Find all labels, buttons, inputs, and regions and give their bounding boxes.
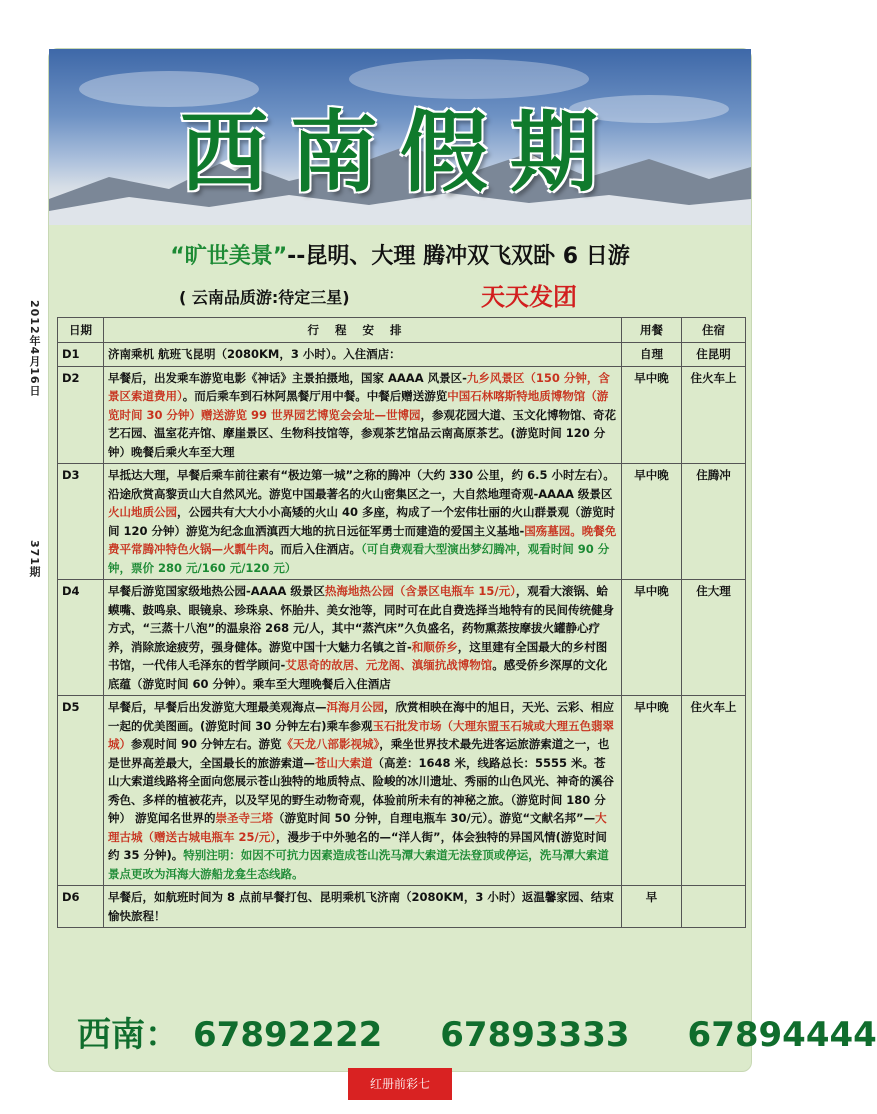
meal-cell: 早中晚 bbox=[622, 580, 682, 696]
table-header-row bbox=[58, 318, 746, 343]
day-cell: D2 bbox=[58, 366, 104, 464]
issue-number: 371期 bbox=[28, 540, 41, 578]
plan-cell bbox=[104, 580, 622, 696]
brochure-card bbox=[48, 48, 877, 1072]
plan-text: ，参观花园大道、玉文化博物馆、奇花艺石园、温室花卉馆、摩崖景区、生物科技馆等，参观茶艺馆品云南高原茶艺。(游览时间 120 分钟）晚餐后乘火车至大理 bbox=[108, 407, 617, 459]
plan-text: （游览时间 50 分钟，自理电瓶车 30/元）。游览“文献名邦”— bbox=[273, 811, 596, 825]
plan-text: 参观时间 90 分钟左右。游览 bbox=[131, 737, 282, 751]
highlight-text: 《天龙八部影视城》 bbox=[281, 737, 380, 751]
day-cell: D4 bbox=[58, 580, 104, 696]
day-cell: D3 bbox=[58, 464, 104, 580]
plan-text: ，观看大滚锅、蛤蟆嘴、鼓鸣泉、眼镜泉、珍珠泉、怀胎井、美女池等，同时可在此自费选择当地特有的民间传统健身方式，“三蒸十八泡”的温泉浴 268 元/人，其中“蒸汽床”久负盛名，药物熏蒸按摩拔火罐静心疗养，消除旅途疲劳，强身健体。游览中国十大魅力名镇之首- bbox=[108, 584, 614, 654]
day-cell: D1 bbox=[58, 343, 104, 367]
plan-text: 早餐后游览国家级地热公园-AAAA 级景区 bbox=[108, 584, 325, 598]
itinerary-table bbox=[57, 317, 746, 928]
meal-cell: 早中晚 bbox=[622, 696, 682, 886]
highlight-text: 国殇墓园。晚餐免费平常腾冲特色火锅—火瓢牛肉 bbox=[108, 523, 617, 556]
itinerary-body bbox=[58, 343, 746, 928]
banner-title: 西南假期 bbox=[179, 100, 620, 204]
meal-cell: 早 bbox=[622, 886, 682, 928]
table-row bbox=[58, 580, 746, 696]
phone-number: 67894444 bbox=[687, 1015, 877, 1055]
header-plan: 行程安排 bbox=[104, 318, 622, 343]
highlight-text: 艾思奇的故居、元龙阁、滇缅抗战博物馆 bbox=[285, 658, 493, 672]
highlight-text: 赠送游览 99 世界园艺博览会会址—世博园 bbox=[201, 407, 421, 422]
plan-text: （高差：1648 米，线路总长：5555 米。苍山大索道线路将全面向您展示苍山独特的地质特点、险峻的冰川遗址、秀丽的山色风光、神奇的溪谷秀色、多样的植被花卉，以及罕见的野生动物奇观，体验前所未有的神秘之旅。（游览时间 180 分钟） 游览闻名世界的 bbox=[108, 755, 614, 825]
plan-text: 。而后入住酒店。 bbox=[269, 542, 361, 556]
hotel-cell: 住腾冲 bbox=[682, 464, 746, 580]
meal-cell: 早中晚 bbox=[622, 366, 682, 464]
highlight-text: 崇圣寺三塔 bbox=[215, 811, 274, 825]
phone-number: 67893333 bbox=[440, 1015, 630, 1055]
meal-cell: 早中晚 bbox=[622, 464, 682, 580]
plan-text: ，漫步于中外驰名的—“洋人街”，体会独特的异国风情(游览时间约 35 分钟)。 bbox=[108, 829, 607, 862]
issue-date: 2012年4月16日 bbox=[28, 300, 41, 397]
table-row bbox=[58, 886, 746, 928]
highlight-text: 特别注明：如因不可抗力因素造成苍山洗马潭大索道无法登顶或停运，洗马潭大索道景点更改为洱海大游船龙龛生态线路。 bbox=[108, 848, 609, 881]
table-row bbox=[58, 343, 746, 367]
meal-cell: 自理 bbox=[622, 343, 682, 367]
table-row bbox=[58, 464, 746, 580]
table-row bbox=[58, 696, 746, 886]
phone-number: 67892222 bbox=[193, 1015, 383, 1055]
hotel-cell: 住火车上 bbox=[682, 366, 746, 464]
plan-text: 。感受侨乡深厚的文化底蕴（游览时间 60 分钟）。乘车至大理晚餐后入住酒店 bbox=[108, 658, 608, 691]
daily-departure: 天天发团 bbox=[481, 283, 577, 311]
highlight-text: （可自费观看大型演出梦幻腾冲，观看时间 90 分钟，票价 280 元/160 元/120 元） bbox=[108, 542, 610, 575]
contact-phones bbox=[77, 1007, 877, 1056]
table-row bbox=[58, 366, 746, 464]
plan-text: 早餐后，如航班时间为 8 点前早餐打包、昆明乘机飞济南（2080KM，3 小时）返温馨家园、结束愉快旅程！ bbox=[108, 890, 614, 923]
hotel-cell: 住昆明 bbox=[682, 343, 746, 367]
plan-text: ，公园共有大大小小高矮的火山 40 多座，构成了一个宏伟壮丽的火山群景观（游览时间 120 分钟）游览为纪念血洒滇西大地的抗日远征军勇士而建造的爱国主义基地- bbox=[108, 505, 616, 538]
page-tag: 红册前彩七 bbox=[348, 1068, 452, 1100]
hotel-cell bbox=[682, 886, 746, 928]
quality-rating: ( 云南品质游:待定三星) bbox=[179, 288, 350, 307]
highlight-text: 火山地质公园 bbox=[108, 505, 177, 519]
hotel-cell: 住大理 bbox=[682, 580, 746, 696]
tour-headline bbox=[49, 239, 751, 270]
highlight-text: 苍山大索道 bbox=[315, 755, 373, 770]
contact-label: 西南： bbox=[77, 1015, 179, 1055]
highlight-text: 九乡风景区（150 分钟，含景区索道费用） bbox=[108, 370, 610, 403]
side-margin bbox=[16, 300, 42, 640]
plan-text: ，乘坐世界技术最先进客运旅游索道之一，也是世界高差最大，全国最长的旅游索道— bbox=[108, 737, 610, 770]
plan-text: ，这里建有全国最大的乡村图书馆，一代伟人毛泽东的哲学顾问- bbox=[108, 639, 608, 672]
highlight-text: 和顺侨乡 bbox=[411, 639, 458, 654]
plan-text: 早抵达大理，早餐后乘车前往素有“极边第一城”之称的腾冲（大约 330 公里，约 6.5 小时左右）。沿途欣赏高黎贡山大自然风光。游览中国最著名的火山密集区之一，大自然地理奇观-AAAA 级景区 bbox=[108, 468, 615, 501]
plan-text: 早餐后，早餐后出发游览大理最美观海点— bbox=[108, 700, 327, 714]
header-meal: 用餐 bbox=[622, 318, 682, 343]
highlight-text: 大理古城（赠送古城电瓶车 25/元） bbox=[108, 811, 607, 844]
plan-cell bbox=[104, 343, 622, 367]
plan-cell bbox=[104, 886, 622, 928]
highlight-text: 玉石批发市场（大理东盟玉石城或大理五色翡翠城） bbox=[108, 718, 615, 751]
plan-text: 济南乘机 航班飞昆明（2080KM，3 小时）。入住酒店： bbox=[108, 347, 401, 361]
plan-text: ，欣赏相映在海中的旭日，天光、云彩、相应一起的优美图画。(游览时间 30 分钟左右)乘车参观 bbox=[108, 700, 614, 733]
plan-cell bbox=[104, 366, 622, 464]
plan-text: 早餐后，出发乘车游览电影《神话》主景拍摄地，国家 AAAA 风景区- bbox=[108, 370, 467, 385]
headline-quote: “旷世美景” bbox=[170, 244, 288, 269]
day-cell: D6 bbox=[58, 886, 104, 928]
banner bbox=[49, 49, 751, 225]
header-day: 日期 bbox=[58, 318, 104, 343]
headline-route: --昆明、大理 腾冲双飞双卧 6 日游 bbox=[287, 244, 630, 269]
hotel-cell: 住火车上 bbox=[682, 696, 746, 886]
header-hotel: 住宿 bbox=[682, 318, 746, 343]
highlight-text: 洱海月公园 bbox=[326, 700, 384, 714]
plan-text: 。而后乘车到石林阿黑餐厅用中餐。中餐后赠送游览 bbox=[182, 389, 448, 403]
day-cell: D5 bbox=[58, 696, 104, 886]
highlight-text: 中国石林喀斯特地质博物馆（游览时间 30 分钟） bbox=[108, 389, 609, 422]
highlight-text: 热海地热公园（含景区电瓶车 15/元） bbox=[324, 584, 516, 598]
plan-cell bbox=[104, 464, 622, 580]
plan-cell bbox=[104, 696, 622, 886]
